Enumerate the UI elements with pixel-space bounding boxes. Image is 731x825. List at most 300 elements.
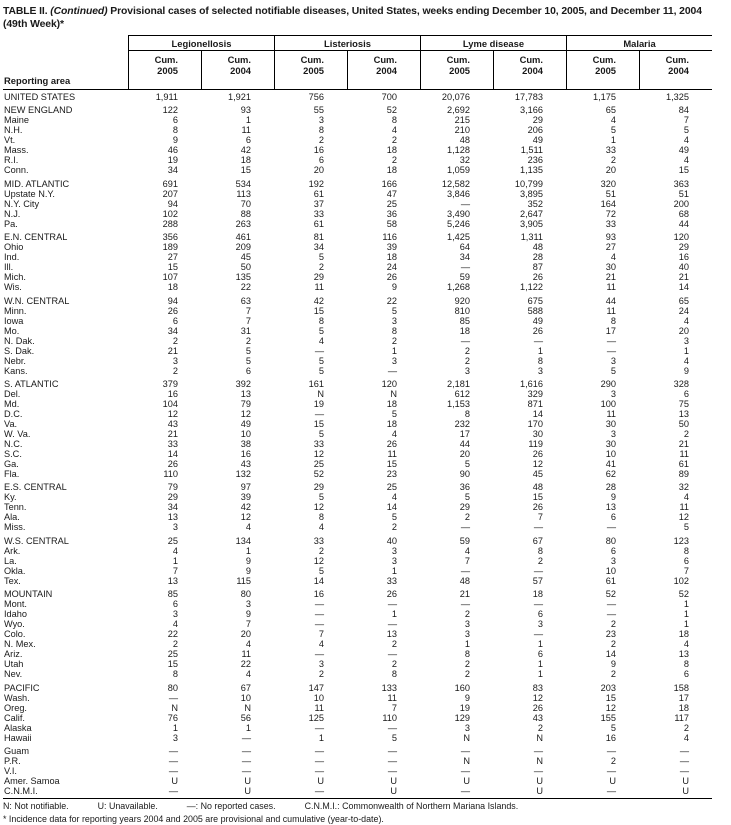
value-cell: 29 [313, 272, 324, 283]
value-cell: 675 [527, 295, 543, 306]
value-cell: 13 [386, 629, 397, 640]
value-cell: 3 [391, 555, 397, 566]
value-cell: 22 [240, 659, 251, 670]
value-cell: 5,246 [447, 218, 470, 229]
value-cell: 189 [162, 242, 178, 253]
value-cell: 23 [605, 629, 616, 640]
value-cell: 16 [313, 589, 324, 600]
value-cell: 12 [532, 692, 543, 703]
value-cell: 1,153 [447, 398, 470, 409]
value-cell: 2,692 [447, 105, 470, 116]
table-row [3, 733, 712, 743]
value-cell: — [387, 765, 397, 776]
cum-label: Cum. [519, 54, 543, 65]
col-header-listeriosis-2004 [347, 51, 420, 89]
value-cell: 129 [454, 712, 470, 723]
value-cell: 3 [464, 629, 470, 640]
value-cell: — [606, 522, 616, 533]
value-cell: N [317, 388, 324, 399]
value-cell: 810 [454, 305, 470, 316]
value-cell: 16 [313, 145, 324, 156]
value-cell: 3 [391, 545, 397, 556]
value-cell: 72 [605, 208, 616, 219]
value-cell: 83 [532, 682, 543, 693]
value-cell: 120 [673, 232, 689, 243]
table-row [3, 306, 712, 316]
table-row [3, 449, 712, 459]
value-cell: 26 [532, 272, 543, 283]
value-cell: 8 [391, 669, 397, 680]
value-cell: 42 [240, 502, 251, 513]
value-cell: 135 [235, 272, 251, 283]
value-cell: 117 [674, 712, 689, 723]
value-cell: U [317, 775, 324, 786]
value-cell: 18 [167, 282, 178, 293]
reporting-area-cell: Mo. [4, 325, 20, 336]
value-cell: 25 [167, 649, 178, 660]
value-cell: 11 [606, 408, 616, 419]
value-cell: 59 [459, 272, 470, 283]
value-cell: 290 [600, 378, 616, 389]
reporting-area-cell: Ill. [4, 262, 14, 273]
value-cell: 116 [382, 232, 397, 243]
value-cell: 3 [610, 355, 616, 366]
value-cell: 5 [610, 365, 616, 376]
value-cell: 612 [454, 388, 470, 399]
value-cell: 2,181 [447, 378, 470, 389]
value-cell: 1,268 [447, 282, 470, 293]
value-cell: 170 [527, 418, 543, 429]
value-cell: — [460, 745, 470, 756]
table-row [3, 409, 712, 419]
table-row [3, 356, 712, 366]
value-cell: — [387, 745, 397, 756]
table-row [3, 379, 712, 389]
year-label: 2004 [376, 65, 397, 76]
reporting-area-cell: Kans. [4, 365, 28, 376]
value-cell: 1 [537, 639, 543, 650]
footnote-incidence: * Incidence data for reporting years 2004 and 2005 are provisional and cumulative (year-to-date). [3, 813, 384, 824]
value-cell: 85 [167, 589, 178, 600]
value-cell: N [244, 702, 251, 713]
value-cell: 5 [464, 492, 470, 503]
value-cell: 12 [605, 702, 616, 713]
reporting-area-cell: D.C. [4, 408, 23, 419]
value-cell: 18 [386, 252, 397, 263]
value-cell: 8 [683, 545, 689, 556]
value-cell: 2 [391, 639, 397, 650]
value-cell: — [460, 522, 470, 533]
value-cell: 21 [605, 272, 616, 283]
year-label: 2005 [303, 65, 324, 76]
value-cell: 2 [318, 669, 324, 680]
value-cell: — [241, 745, 251, 756]
value-cell: 39 [386, 242, 397, 253]
value-cell: 4 [172, 619, 178, 630]
value-cell: 14 [313, 575, 324, 586]
value-cell: — [606, 609, 616, 620]
table-row [3, 589, 712, 599]
value-cell: 26 [532, 325, 543, 336]
value-cell: 11 [606, 282, 616, 293]
reporting-area-cell: Wis. [4, 282, 22, 293]
value-cell: 11 [387, 692, 397, 703]
table-row [3, 92, 712, 102]
value-cell: 1 [318, 732, 324, 743]
reporting-area-cell: NEW ENGLAND [4, 105, 73, 116]
col-header-legionellosis-2005 [128, 51, 201, 89]
table-row [3, 262, 712, 272]
reporting-area-cell: Upstate N.Y. [4, 188, 55, 199]
value-cell: 6 [683, 555, 689, 566]
value-cell: 28 [532, 252, 543, 263]
value-cell: 119 [528, 438, 543, 449]
value-cell: 7 [537, 512, 543, 523]
value-cell: — [168, 765, 178, 776]
value-cell: 24 [386, 262, 397, 273]
value-cell: 2 [391, 135, 397, 146]
value-cell: 232 [454, 418, 470, 429]
value-cell: 4 [391, 492, 397, 503]
value-cell: — [314, 765, 324, 776]
value-cell: 33 [605, 145, 616, 156]
table-title-prefix: TABLE II. [3, 6, 51, 17]
value-cell: 65 [678, 295, 689, 306]
cum-label: Cum. [300, 54, 324, 65]
value-cell: 13 [678, 408, 689, 419]
reporting-area-cell: Mich. [4, 272, 26, 283]
value-cell: 10,799 [514, 178, 543, 189]
value-cell: 160 [454, 682, 470, 693]
reporting-area-cell: N.C. [4, 438, 23, 449]
table-row [3, 346, 712, 356]
table-row [3, 125, 712, 135]
value-cell: 85 [459, 315, 470, 326]
reporting-area-cell: Ariz. [4, 649, 23, 660]
value-cell: 215 [454, 115, 470, 126]
value-cell: 288 [162, 218, 178, 229]
value-cell: 3 [172, 732, 178, 743]
value-cell: N [536, 732, 543, 743]
notifiable-diseases-table [3, 35, 712, 799]
value-cell: — [314, 649, 324, 660]
value-cell: 18 [386, 418, 397, 429]
value-cell: 30 [605, 262, 616, 273]
value-cell: — [387, 599, 397, 610]
value-cell: 23 [386, 468, 397, 479]
value-cell: 9 [683, 365, 689, 376]
value-cell: 40 [678, 262, 689, 273]
value-cell: 12 [532, 458, 543, 469]
value-cell: 14 [678, 282, 689, 293]
reporting-area-cell: Iowa [4, 315, 24, 326]
value-cell: 9 [610, 492, 616, 503]
value-cell: 6 [245, 135, 251, 146]
reporting-area-cell: N.J. [4, 208, 21, 219]
reporting-area-cell: UNITED STATES [4, 92, 76, 102]
value-cell: N [463, 732, 470, 743]
value-cell: 20 [240, 629, 251, 640]
value-cell: 12 [167, 408, 178, 419]
value-cell: 104 [162, 398, 178, 409]
value-cell: U [244, 785, 251, 796]
table-row [3, 556, 712, 566]
value-cell: 13 [240, 388, 251, 399]
value-cell: 3 [610, 555, 616, 566]
table-row [3, 282, 712, 292]
value-cell: 56 [240, 712, 251, 723]
value-cell: 22 [386, 295, 397, 306]
value-cell: 3 [464, 365, 470, 376]
value-cell: N [390, 388, 397, 399]
value-cell: 147 [308, 682, 324, 693]
value-cell: — [460, 565, 470, 576]
reporting-area-cell: Wyo. [4, 619, 25, 630]
value-cell: 47 [386, 188, 397, 199]
table-row [3, 115, 712, 125]
value-cell: 352 [527, 198, 543, 209]
group-header-listeriosis: Listeriosis [274, 36, 420, 51]
value-cell: 81 [313, 232, 324, 243]
value-cell: 18 [386, 165, 397, 176]
value-cell: 43 [532, 712, 543, 723]
col-header-lyme-2004 [493, 51, 566, 89]
value-cell: 15 [167, 659, 178, 670]
table-row [3, 776, 712, 786]
reporting-area-cell: Idaho [4, 609, 27, 620]
value-cell: — [314, 745, 324, 756]
value-cell: 17 [459, 428, 470, 439]
value-cell: 20 [459, 448, 470, 459]
reporting-area-cell: PACIFIC [4, 682, 40, 693]
value-cell: 2 [172, 335, 178, 346]
value-cell: 3 [318, 659, 324, 670]
value-cell: 26 [386, 272, 397, 283]
table-row [3, 155, 712, 165]
reporting-area-cell: Alaska [4, 722, 32, 733]
value-cell: 80 [167, 682, 178, 693]
value-cell: 320 [600, 178, 616, 189]
value-cell: 13 [678, 649, 689, 660]
value-cell: 14 [386, 502, 397, 513]
value-cell: 34 [313, 242, 324, 253]
value-cell: 5 [318, 325, 324, 336]
reporting-area-cell: N. Dak. [4, 335, 35, 346]
table-title [3, 5, 731, 18]
value-cell: 15 [605, 692, 616, 703]
value-cell: 52 [386, 105, 397, 116]
value-cell: 97 [240, 482, 251, 493]
table-row [3, 639, 712, 649]
value-cell: — [679, 745, 689, 756]
value-cell: 20 [313, 165, 324, 176]
value-cell: 15 [240, 165, 251, 176]
value-cell: 22 [167, 629, 178, 640]
value-cell: 9 [391, 282, 397, 293]
value-cell: 3 [172, 609, 178, 620]
value-cell: 4 [245, 639, 251, 650]
table-title-continued: (Continued) [50, 6, 108, 17]
value-cell: 8 [318, 315, 324, 326]
value-cell: N [171, 702, 178, 713]
reporting-area-cell: MOUNTAIN [4, 589, 53, 600]
table-row [3, 145, 712, 155]
value-cell: 51 [605, 188, 616, 199]
value-cell: 28 [605, 482, 616, 493]
value-cell: 134 [235, 535, 251, 546]
value-cell: 1,311 [520, 232, 543, 243]
value-cell: 11 [387, 448, 397, 459]
value-cell: — [533, 565, 543, 576]
value-cell: 379 [162, 378, 178, 389]
reporting-area-header: Reporting area [4, 75, 71, 86]
value-cell: 11 [679, 448, 689, 459]
value-cell: 33 [313, 438, 324, 449]
value-cell: 4 [683, 155, 689, 166]
value-cell: 61 [678, 458, 689, 469]
value-cell: U [244, 775, 251, 786]
reporting-area-cell: Ark. [4, 545, 21, 556]
table-row [3, 693, 712, 703]
reporting-area-cell: Maine [4, 115, 30, 126]
value-cell: 84 [678, 105, 689, 116]
value-cell: 5 [610, 722, 616, 733]
value-cell: 871 [527, 398, 543, 409]
reporting-area-cell: V.I. [4, 765, 17, 776]
table-row [3, 429, 712, 439]
table-body [3, 92, 712, 796]
value-cell: 12 [313, 448, 324, 459]
value-cell: 11 [314, 702, 324, 713]
value-cell: 192 [308, 178, 324, 189]
value-cell: 1,135 [520, 165, 543, 176]
table-row [3, 135, 712, 145]
value-cell: 21 [678, 438, 689, 449]
value-cell: 1,616 [520, 378, 543, 389]
value-cell: 1 [537, 669, 543, 680]
table-row [3, 713, 712, 723]
value-cell: 93 [605, 232, 616, 243]
value-cell: 2 [391, 522, 397, 533]
reporting-area-cell: N. Mex. [4, 639, 36, 650]
value-cell: 67 [240, 682, 251, 693]
value-cell: — [533, 599, 543, 610]
col-header-malaria-2004 [639, 51, 712, 89]
value-cell: 49 [532, 315, 543, 326]
value-cell: 6 [537, 649, 543, 660]
table-row [3, 746, 712, 756]
value-cell: 6 [318, 155, 324, 166]
value-cell: 200 [673, 198, 689, 209]
value-cell: 1 [391, 345, 397, 356]
reporting-area-cell: Hawaii [4, 732, 32, 743]
value-cell: — [314, 609, 324, 620]
reporting-area-cell: Fla. [4, 468, 20, 479]
value-cell: 2 [683, 722, 689, 733]
footnote-not-notifiable: N: Not notifiable. [3, 801, 69, 812]
value-cell: 10 [240, 692, 251, 703]
value-cell: 5 [391, 732, 397, 743]
value-cell: 94 [167, 198, 178, 209]
year-label: 2004 [230, 65, 251, 76]
value-cell: 329 [527, 388, 543, 399]
value-cell: 9 [245, 555, 251, 566]
value-cell: 8 [318, 512, 324, 523]
value-cell: 94 [167, 295, 178, 306]
table-row [3, 326, 712, 336]
value-cell: 36 [459, 482, 470, 493]
value-cell: 57 [532, 575, 543, 586]
value-cell: 1,128 [447, 145, 470, 156]
value-cell: 113 [236, 188, 251, 199]
value-cell: 1,425 [447, 232, 470, 243]
table-row [3, 219, 712, 229]
value-cell: 6 [172, 599, 178, 610]
value-cell: 50 [678, 418, 689, 429]
value-cell: — [606, 599, 616, 610]
value-cell: 13 [605, 502, 616, 513]
value-cell: 37 [313, 198, 324, 209]
value-cell: 62 [605, 468, 616, 479]
value-cell: 356 [162, 232, 178, 243]
reporting-area-cell: Nev. [4, 669, 23, 680]
table-row [3, 629, 712, 639]
footnote-no-reported-cases: —: No reported cases. [186, 801, 276, 812]
value-cell: 920 [454, 295, 470, 306]
value-cell: U [463, 775, 470, 786]
reporting-area-cell: Tex. [4, 575, 21, 586]
value-cell: 2 [318, 262, 324, 273]
footnote-cnmi: C.N.M.I.: Commonwealth of Northern Mariana Islands. [304, 801, 519, 812]
value-cell: 31 [240, 325, 251, 336]
value-cell: 10 [605, 565, 616, 576]
value-cell: 80 [605, 535, 616, 546]
table-row [3, 242, 712, 252]
value-cell: 26 [532, 702, 543, 713]
value-cell: 2 [172, 365, 178, 376]
value-cell: — [533, 745, 543, 756]
value-cell: 65 [605, 105, 616, 116]
value-cell: 392 [235, 378, 251, 389]
value-cell: U [682, 785, 689, 796]
table-row [3, 469, 712, 479]
reporting-area-cell: Va. [4, 418, 18, 429]
value-cell: 3,905 [520, 218, 543, 229]
value-cell: 61 [313, 218, 324, 229]
table-row [3, 546, 712, 556]
group-header-malaria: Malaria [566, 36, 712, 51]
value-cell: 64 [459, 242, 470, 253]
value-cell: 16 [678, 252, 689, 263]
value-cell: 756 [308, 92, 324, 102]
value-cell: 12 [313, 502, 324, 513]
value-cell: 5 [245, 355, 251, 366]
value-cell: 45 [532, 468, 543, 479]
value-cell: 3 [610, 388, 616, 399]
value-cell: 15 [313, 305, 324, 316]
value-cell: — [460, 262, 470, 273]
value-cell: 4 [683, 315, 689, 326]
value-cell: 5 [683, 522, 689, 533]
value-cell: 15 [167, 262, 178, 273]
value-cell: 18 [532, 589, 543, 600]
table-row [3, 659, 712, 669]
value-cell: 8 [391, 325, 397, 336]
value-cell: 26 [386, 438, 397, 449]
table-row [3, 566, 712, 576]
value-cell: 33 [167, 438, 178, 449]
value-cell: 4 [172, 545, 178, 556]
